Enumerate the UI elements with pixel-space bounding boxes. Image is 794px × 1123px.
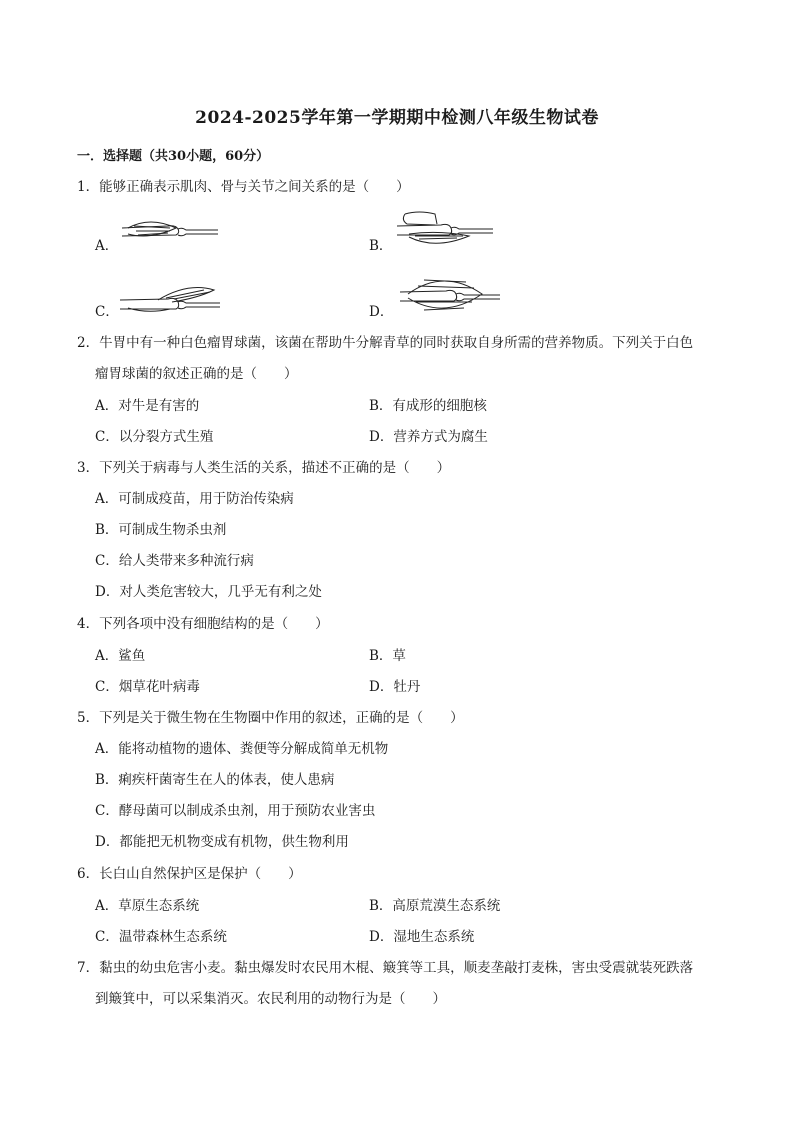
question-5-stem: 5．下列是关于微生物在生物圈中作用的叙述，正确的是（ ） bbox=[77, 710, 464, 726]
q1-option-c-figure bbox=[118, 280, 222, 316]
question-6-stem: 6．长白山自然保护区是保护（ ） bbox=[77, 866, 302, 882]
q5-option-d: D．都能把无机物变成有机物，供生物利用 bbox=[95, 834, 349, 850]
q3-option-a: A．可制成疫苗，用于防治传染病 bbox=[95, 491, 294, 507]
q1-option-d-label: D． bbox=[369, 304, 394, 320]
q4-option-a: A．鲨鱼 bbox=[95, 648, 146, 664]
q3-option-d: D．对人类危害较大，几乎无有利之处 bbox=[95, 584, 322, 600]
q2-option-c: C．以分裂方式生殖 bbox=[95, 429, 214, 445]
q4-option-b: B．草 bbox=[369, 648, 406, 664]
q5-option-a: A．能将动植物的遗体、粪便等分解成简单无机物 bbox=[95, 741, 389, 757]
q3-option-c: C．给人类带来多种流行病 bbox=[95, 553, 254, 569]
q1-option-b-figure bbox=[395, 210, 495, 250]
question-2-stem-continued: 瘤胃球菌的叙述正确的是（ ） bbox=[95, 366, 298, 382]
exam-title: 2024-2025学年第一学期期中检测八年级生物试卷 bbox=[195, 108, 599, 128]
q6-option-b: B．高原荒漠生态系统 bbox=[369, 898, 501, 914]
q2-option-a: A．对牛是有害的 bbox=[95, 398, 200, 414]
question-7-stem-continued: 到簸箕中，可以采集消灭。农民利用的动物行为是（ ） bbox=[95, 991, 446, 1007]
q1-option-c-label: C． bbox=[95, 304, 119, 320]
q1-option-b-label: B． bbox=[369, 238, 393, 254]
q1-option-a-figure bbox=[120, 214, 220, 250]
q1-option-d-figure bbox=[398, 270, 502, 318]
q6-option-a: A．草原生态系统 bbox=[95, 898, 200, 914]
q5-option-b: B．痢疾杆菌寄生在人的体表，使人患病 bbox=[95, 772, 335, 788]
question-2-stem: 2．牛胃中有一种白色瘤胃球菌，该菌在帮助牛分解青草的同时获取自身所需的营养物质。下列关于白色 bbox=[77, 335, 694, 351]
question-3-stem: 3．下列关于病毒与人类生活的关系，描述不正确的是（ ） bbox=[77, 460, 451, 476]
question-7-stem: 7．黏虫的幼虫危害小麦。黏虫爆发时农民用木棍、簸箕等工具，顺麦垄敲打麦株，害虫受震就装死跌落 bbox=[77, 960, 694, 976]
question-4-stem: 4．下列各项中没有细胞结构的是（ ） bbox=[77, 616, 329, 632]
q1-option-a-label: A． bbox=[95, 238, 119, 254]
q4-option-d: D．牡丹 bbox=[369, 679, 421, 695]
q5-option-c: C．酵母菌可以制成杀虫剂，用于预防农业害虫 bbox=[95, 803, 376, 819]
q3-option-b: B．可制成生物杀虫剂 bbox=[95, 522, 227, 538]
q6-option-c: C．温带森林生态系统 bbox=[95, 929, 227, 945]
q4-option-c: C．烟草花叶病毒 bbox=[95, 679, 200, 695]
q2-option-b: B．有成形的细胞核 bbox=[369, 398, 487, 414]
q2-option-d: D．营养方式为腐生 bbox=[369, 429, 488, 445]
section-heading: 一．选择题（共30小题，60分） bbox=[77, 149, 270, 164]
q6-option-d: D．湿地生态系统 bbox=[369, 929, 475, 945]
question-1-stem: 1．能够正确表示肌肉、骨与关节之间关系的是（ ） bbox=[77, 179, 410, 195]
